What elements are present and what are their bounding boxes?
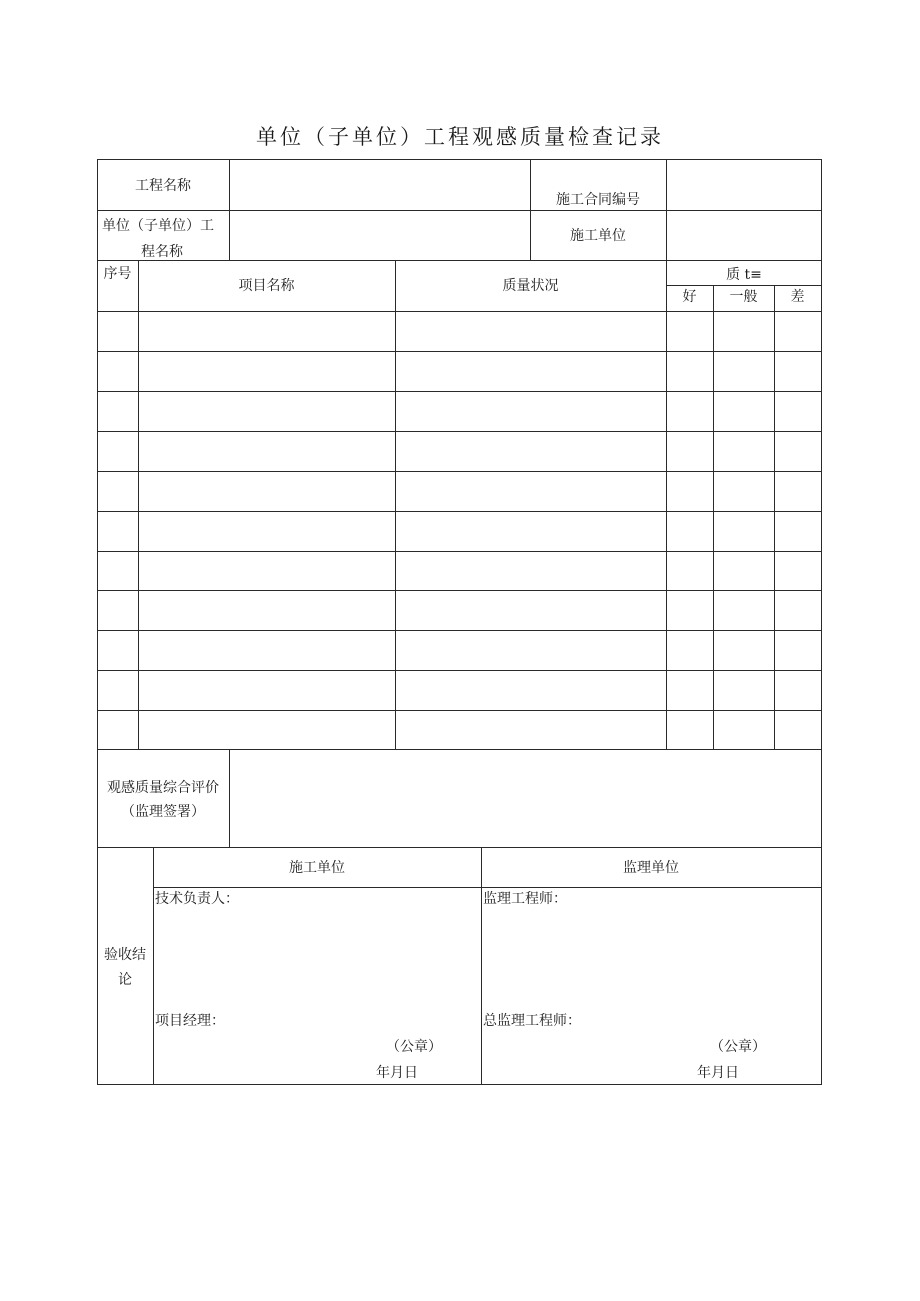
acceptance-header-divider (153, 887, 822, 888)
contract-no-field[interactable] (670, 177, 818, 207)
table-row[interactable] (98, 432, 821, 471)
col-header-bad: 差 (790, 289, 805, 305)
table-row[interactable] (98, 472, 821, 511)
construction-unit-field[interactable] (670, 225, 818, 255)
tech-lead-label: 技术负责人： (155, 891, 239, 907)
project-manager-label: 项目经理： (155, 1013, 225, 1029)
construction-unit-header: 施工单位 (289, 860, 345, 876)
table-row[interactable] (98, 392, 821, 431)
evaluation-label-line1: 观感质量综合评价 (107, 780, 219, 796)
chief-supervising-engineer-label: 总监理工程师： (483, 1013, 581, 1029)
acceptance-label-line1: 验收结 (104, 947, 146, 963)
table-row[interactable] (98, 352, 821, 391)
col-header-quality-status: 质量状况 (502, 278, 559, 294)
acceptance-mid-divider (481, 847, 482, 1085)
table-border-top (97, 159, 822, 160)
acceptance-label-line2: 论 (118, 972, 132, 988)
table-border-bottom (97, 1084, 822, 1085)
table-row[interactable] (98, 312, 821, 351)
unit-project-field[interactable] (233, 225, 527, 255)
seal-right: （公章） (710, 1039, 766, 1055)
table-row[interactable] (98, 711, 821, 749)
supervision-unit-header: 监理单位 (623, 860, 679, 876)
col-header-normal: 一般 (729, 289, 758, 305)
col-header-seq: 序号 (103, 266, 132, 282)
col-header-quality-group: 质 t≡ (726, 267, 762, 283)
table-row[interactable] (98, 631, 821, 670)
row-divider-header (97, 210, 822, 211)
row-divider-evaluation-end (97, 847, 822, 848)
table-row[interactable] (98, 591, 821, 630)
document-title: 单位（子单位）工程观感质量检查记录 (256, 125, 664, 149)
col-header-item-name: 项目名称 (238, 278, 295, 294)
table-row[interactable] (98, 671, 821, 710)
table-row[interactable] (98, 552, 821, 590)
unit-project-label-line1: 单位（子单位）工 (102, 218, 214, 234)
contract-no-label: 施工合同编号 (556, 192, 640, 208)
col-header-good: 好 (682, 289, 697, 305)
supervising-engineer-label: 监理工程师： (483, 891, 567, 907)
date-right: 年月日 (697, 1065, 739, 1081)
date-left: 年月日 (376, 1065, 418, 1081)
evaluation-label-divider (229, 749, 230, 848)
acceptance-label-divider (153, 847, 154, 1085)
header-right-divider (666, 159, 667, 261)
table-border-right (821, 159, 822, 1085)
quality-subheader-divider (666, 285, 822, 286)
header-label-divider (229, 159, 230, 261)
project-name-label: 工程名称 (135, 178, 191, 194)
table-row[interactable] (98, 512, 821, 551)
row-divider-header2 (97, 260, 822, 261)
evaluation-field[interactable] (233, 753, 818, 843)
evaluation-label-line2: （监理签署） (121, 804, 205, 820)
construction-unit-label: 施工单位 (570, 228, 626, 244)
seal-left: （公章） (386, 1039, 442, 1055)
project-name-field[interactable] (233, 177, 527, 207)
unit-project-label-line2: 程名称 (141, 244, 183, 260)
header-mid-divider (530, 159, 531, 261)
